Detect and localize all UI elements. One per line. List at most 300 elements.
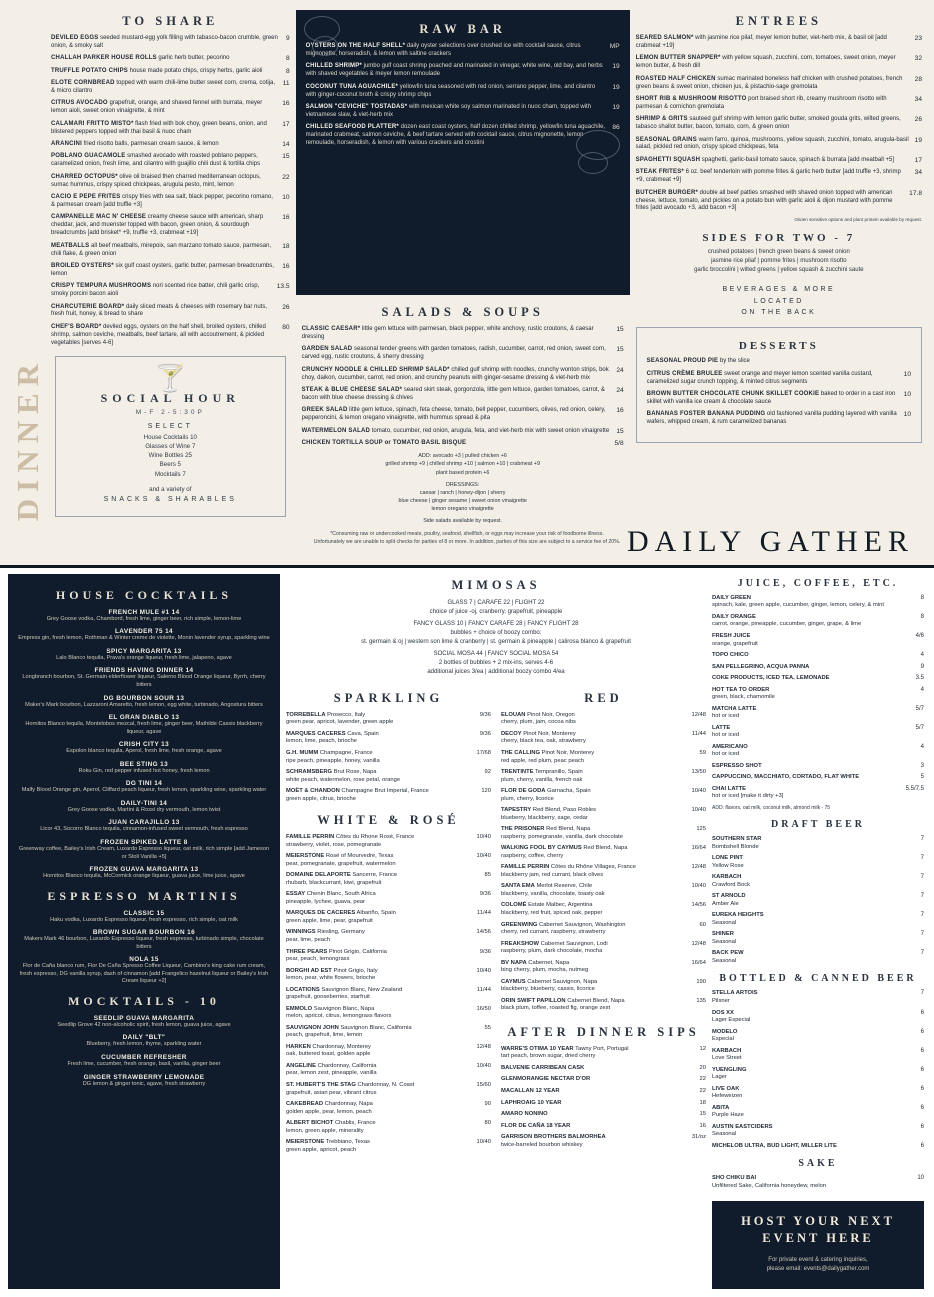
menu-item-name: CITRUS CRÈME BRULEE (646, 370, 723, 377)
wine-item (712, 633, 924, 648)
wine-item-name: MATCHA LATTE (712, 705, 757, 712)
beverages-note (636, 284, 922, 320)
cocktail-desc: Longbranch bourbon, St. Germain elderflower liqueur, Salerno Blood Orange liqueur, Byrrh, cherry bitters (22, 674, 266, 689)
menu-item-price: 17 (914, 156, 922, 164)
wine-item-name: DOS XX (712, 1009, 734, 1016)
wine-item-desc: cherry, plum, jam, cocoa nibs (501, 719, 576, 726)
sides-heading: SIDES FOR TWO - 7 (702, 231, 856, 244)
menu-item (636, 157, 922, 165)
wine-item (501, 979, 706, 994)
wine-item-region: Brut Rose, Napa (332, 769, 377, 776)
wine-item-name: STELLA ARTOIS (712, 990, 758, 997)
wine-item-region: Pinot Noir, Monterey (521, 730, 576, 737)
menu-item-desc: daily oyster selections over crushed ice with cocktail sauce, citrus mignonette, horseradish, & lemon with saltine crackers (305, 43, 581, 57)
wine-item-region: Trebbiano, Texas (324, 1139, 370, 1146)
menu-item-price: 19 (612, 63, 620, 71)
wine-item-desc: green, black, chamomile (712, 694, 775, 701)
wine-item-price: 6 (920, 1085, 924, 1092)
wine-item-region: Cabernet Sauvignon, Lodi (539, 940, 608, 947)
wine-item-name: THREE PEARS (286, 948, 328, 955)
wine-item-text (501, 1134, 606, 1149)
wine-item-name: EUREKA HEIGHTS (712, 912, 764, 919)
wine-item-text (286, 1044, 371, 1059)
wine-item-price: 16/50 (476, 1005, 491, 1012)
sparkling-heading: SPARKLING (333, 690, 444, 705)
menu-item-name: SALMON "CEVICHE" TOSTADAS* (305, 103, 408, 110)
wine-item-desc: melon, apricot, citrus, lemongrass flavors (286, 1013, 392, 1020)
wine-item-desc: Unfiltered Sake, California honeydew, melon (712, 1183, 827, 1189)
wine-item-text (712, 675, 830, 683)
menu-item (636, 96, 922, 112)
wine-item-region: Sauvignon Blanc, New Zealand (319, 986, 403, 993)
menu-item-price: 34 (914, 95, 922, 103)
wine-item (712, 744, 924, 759)
wine-item-name: TOPO CHICO (712, 652, 749, 659)
sides-block (636, 232, 922, 276)
wine-item-price: 9 (920, 663, 924, 670)
mimosas-line1: GLASS 7 | CARAFE 22 | FLIGHT 22 (447, 599, 545, 606)
cocktail-name: EL GRAN DIABLO 13 (108, 714, 180, 722)
wine-item-name: TORREBELLA (286, 711, 326, 718)
wine-item-text (501, 922, 626, 937)
wine-item-name: LAPHROAIG 10 YEAR (501, 1099, 562, 1106)
cocktail-item (18, 714, 270, 736)
wine-item-text (501, 864, 636, 879)
wine-item-desc: black plum, toffee, roasted fig, orange zest (501, 1005, 611, 1012)
to-share-list (51, 35, 290, 348)
event-box-line2[interactable]: please email: events@dailygather.com (766, 1266, 870, 1273)
menu-item-desc: seeded mustard-egg yolk filling with tabasco-bacon crumble, green onion, & smoky salt (51, 35, 278, 49)
wine-item-text (501, 902, 602, 917)
menu-item (51, 174, 290, 190)
menu-item (647, 358, 911, 366)
text-line: jasmine rice pilaf | pomme frites | mushroom risotto (711, 258, 847, 265)
menu-item (306, 84, 620, 100)
wine-item-name: AMARO NONINO (501, 1111, 548, 1118)
wine-item-price: 3 (920, 762, 924, 769)
menu-item (306, 124, 620, 148)
menu-item-price: 32 (914, 55, 922, 63)
wine-item-text (501, 1076, 590, 1084)
wine-item-name: YUENGLING (712, 1066, 747, 1073)
menu-item-text (302, 440, 467, 448)
menu-item-price: 19 (612, 103, 620, 111)
cocktail-desc: Fresh lime, cucumber, fresh orange, basil, vanilla, ginger beer (67, 1060, 221, 1067)
menu-item-text (51, 304, 276, 320)
social-hour-lines (62, 433, 279, 479)
wine-item-text (286, 1120, 376, 1135)
event-box-line1: For private event & catering inquiries, (768, 1256, 868, 1263)
wine-item-name: SHO CHIKU BAI (712, 1175, 757, 1182)
wine-item-price: 6 (920, 1066, 924, 1073)
wine-item-desc: blackberry, vanilla, chocolate, toasty oak (501, 890, 605, 897)
wine-item-text (712, 836, 762, 851)
cocktail-name: DAILY-TINI 14 (120, 799, 168, 807)
wine-item-desc: Crawford Bock (712, 881, 751, 888)
wine-item (712, 706, 924, 721)
menu-item-text (51, 243, 276, 259)
wine-item-text (712, 1105, 744, 1120)
wine-item-name: WALKING FOOL BY CAYMUS (501, 845, 582, 852)
menu-item-price: 10 (903, 411, 911, 419)
menu-item-desc: little gem lettuce with parmesan, black pepper, white anchovy, rustic croutons, & caesar dressing (301, 326, 594, 340)
sparkling-white-column (286, 683, 491, 1158)
menu-item-name: GARDEN SALAD (301, 346, 353, 353)
menu-item-price: 17 (282, 120, 290, 128)
bottled-canned-heading: BOTTLED & CANNED BEER (719, 973, 917, 985)
wine-item-name: BORGHI AD EST (286, 967, 332, 974)
menu-item-desc: crispy fries with sea salt, black pepper, pecorino romano, & parmesan cream [add truffle +3] (51, 194, 273, 208)
wine-item-desc: Bombshell Blonde (712, 843, 759, 850)
menu-item-desc: yellowfin tuna seasoned with red onion, serrano pepper, lime, and cilantro with ginger-coconut broth & crispy shrimp chips (305, 83, 596, 98)
menu-item-text (51, 194, 276, 210)
wine-item-text (501, 845, 628, 860)
wine-item-price: 135 (696, 997, 706, 1004)
raw-bar-panel (296, 10, 630, 295)
wine-item-desc: Seasonal (712, 919, 737, 926)
wine-item-text (712, 633, 758, 648)
cocktail-desc: Greenway coffee, Bailey's Irish Cream, Luxardo Espresso liqueur, oat milk, rich simple [add Jameson or Stoli Vanilla +5] (19, 845, 269, 860)
wine-item-price: 18 (699, 1099, 706, 1106)
wine-item-region: Cabernet Sauvignon, Napa (525, 978, 598, 985)
wine-item-desc: Lager (712, 1074, 727, 1081)
wine-item-name: CAKEBREAD (286, 1101, 324, 1108)
menu-item-name: CHEF'S BOARD* (51, 323, 102, 330)
mimosas-line5: st. germain & oj | western son lime & cranberry | st. germain & pineapple | calirosa blanco & grapefruit (361, 638, 631, 645)
wine-item-name: KARBACH (712, 1047, 742, 1054)
menu-item-text (636, 76, 909, 92)
menu-item-text (647, 371, 898, 387)
menu-item-text (306, 84, 607, 100)
to-share-heading: TO SHARE (122, 14, 219, 28)
menu-item (636, 76, 922, 92)
wine-item-text (286, 1025, 412, 1040)
cocktail-desc: Lalo Blanco tequila, Prava's orange liqueur, fresh lime, jalapeno, agave (56, 654, 232, 661)
wine-item-name: WINNINGS (286, 929, 316, 936)
wine-item-name: GREENWING (501, 921, 538, 928)
wine-item-name: MODELO (712, 1028, 738, 1035)
menu-item-text (51, 80, 277, 96)
menu-item (51, 55, 290, 63)
wine-item-desc: Seasonal (712, 1131, 737, 1138)
wine-item-text (286, 987, 402, 1002)
menu-item-price: 15 (616, 326, 624, 333)
wine-item-name: ALBERT BICHOT (286, 1120, 334, 1127)
wine-item-name: SHINER (712, 931, 734, 938)
menu-item (306, 63, 620, 79)
wine-item-region: Champagne Brut Imperial, France (339, 788, 429, 795)
wine-item-price: 190 (696, 978, 706, 985)
menu-item (636, 190, 922, 214)
menu-item-desc: double all beef patties smashed with shaved onion topped with american cheese, lettuce, tomato, and pickles on a potato bun with garlic aioli & dijon mustard with pomme frites [add avocado +3, add bacon +3] (635, 189, 893, 212)
cocktail-name: GINGER STRAWBERRY LEMONADE (83, 1073, 205, 1081)
menu-item-name: SEARED SALMON* (635, 35, 694, 41)
menu-item (51, 324, 290, 348)
red-heading: RED (584, 690, 623, 705)
cocktail-desc: Grey Goose vodka, Martini & Rossi dry vermouth, lemon twist (67, 806, 221, 813)
wine-item (501, 1111, 706, 1119)
wine-item-text (712, 855, 744, 870)
cocktail-item (18, 648, 270, 663)
menu-item-price: 34 (914, 169, 922, 177)
wine-item-name: LONE PINT (712, 855, 743, 862)
wine-item-region: Sauvignon Blanc, California (338, 1024, 412, 1031)
menu-item-text (306, 124, 607, 148)
juice-coffee-add-line: ADD: flavors, oat milk, coconut milk, almond milk - 75 (712, 805, 831, 811)
wine-item-name: ESSAY (286, 891, 306, 898)
wine-item-desc: blackberry, red fruit, spiced oak, pepper (501, 910, 603, 916)
oyster-icon (578, 152, 608, 174)
menu-item-text (636, 169, 909, 185)
wine-item-name: G.H. MUMM (286, 749, 319, 756)
wine-item-desc: Seasonal (712, 957, 737, 964)
menu-item-text (302, 407, 611, 423)
wine-item (712, 950, 924, 965)
wine-item-region: Red Blend, Napa (544, 826, 591, 833)
wine-item-price: 7 (920, 950, 924, 957)
wine-item-desc: grapefruit, gooseberries, starfruit (286, 994, 370, 1001)
menu-item-name: SPAGHETTI SQUASH (635, 156, 701, 163)
wine-item-desc: tart peach, brown sugar, dried cherry (501, 1053, 596, 1060)
menu-item-desc: all beef meatballs, mirepoix, san marzano tomato sauce, parmesan, chili flake, & green onion (51, 242, 272, 257)
menu-item-text (51, 174, 276, 190)
salads-add-line3: plant based protein +6 (435, 469, 490, 476)
cocktail-desc: Makers Mark 46 bourbon, Luxardo Espresso liqueur, fresh espresso, turbinado simple, chocolate bitters (24, 936, 264, 950)
wine-item-desc: raspberry, pomegranate, vanilla, dark chocolate (501, 833, 624, 840)
menu-item-desc: old fashioned vanilla pudding layered with vanilla wafers, whipped cream, & rum caramelized bananas (646, 411, 897, 426)
menu-item-name: ARANCINI (51, 141, 82, 148)
wine-item (286, 929, 491, 944)
menu-item-name: CLASSIC CAESAR* (301, 326, 361, 332)
wine-item-desc: hot or iced (712, 732, 740, 739)
menu-item-price: 16 (282, 214, 290, 222)
menu-item-name: CHILLED SEAFOOD PLATTER* (305, 124, 399, 131)
menu-item (51, 153, 290, 169)
cocktail-name: DAILY "BLT" (122, 1034, 166, 1042)
wine-item-text (712, 912, 764, 927)
cocktail-name: NOLA 15 (129, 956, 159, 964)
wine-item (712, 990, 924, 1005)
to-share-column (51, 10, 290, 525)
menu-item-price: 16 (282, 262, 290, 270)
wine-item-text (712, 595, 884, 610)
wine-item-desc: peach, grapefruit, lime, lemon (286, 1032, 363, 1039)
wine-item-price: 4 (920, 652, 924, 659)
wine-item (712, 874, 924, 889)
wine-item-price: 10/40 (691, 807, 706, 814)
menu-item-desc: sumac marinated boneless half chicken with crushed potatoes, french green beans & sweet onion, chicken jus, & pistachio-sage gremolata (635, 75, 903, 90)
wine-item (286, 987, 491, 1002)
salads-add-line2: grilled shrimp +9 | chilled shrimp +10 | salmon +10 | crabmeat +9 (385, 461, 540, 468)
wine-item-text (712, 664, 809, 672)
wine-item (286, 1006, 491, 1021)
wine-item-price: 120 (481, 788, 491, 795)
wine-item-name: DAILY ORANGE (712, 613, 756, 620)
wine-item-price: 15/60 (476, 1081, 491, 1088)
wine-item-desc: strawberry, violet, rose, pomegranate (286, 841, 382, 848)
event-inquiry-box[interactable] (712, 1201, 924, 1289)
menu-item-text (51, 324, 276, 348)
menu-item-desc: by the slice (718, 358, 750, 365)
wine-item (286, 1082, 491, 1097)
wine-item (286, 1063, 491, 1078)
menu-item-price: 10 (903, 370, 911, 378)
wine-item-price: 125 (696, 826, 706, 833)
wine-item (501, 922, 706, 937)
wine-item-text (712, 774, 859, 782)
menu-item-name: CACIO E PEPE FRITES (51, 194, 121, 201)
wine-item (501, 1088, 706, 1096)
wine-item-text (712, 1067, 746, 1082)
after-dinner-list (501, 1046, 706, 1149)
wine-item-name: LATTE (712, 724, 731, 731)
menu-item-text (51, 55, 229, 63)
wine-item (501, 1076, 706, 1084)
wine-item-desc: pear, lime, peach (286, 937, 331, 943)
wine-item-price: 12/48 (691, 940, 706, 947)
wine-item-region: Chablis, France (333, 1120, 376, 1127)
menu-item-text (302, 428, 610, 436)
wine-item (286, 910, 491, 925)
footnote-2: Unfortunately we are unable to split checks for parties of 8 or more. In addition, parties of this size are subject to a service fee of 20%. (313, 539, 621, 546)
wine-item-desc: hot or iced [make it dirty +3] (712, 793, 784, 800)
wine-item (286, 872, 491, 887)
mimosas-line7: 2 bottles of bubbles + 2 mix-ins, serves 4-6 (438, 659, 554, 666)
wine-item-price: 22 (699, 1087, 706, 1094)
menu-item-name: SEASONAL GRAINS (635, 136, 697, 143)
wine-item (286, 1025, 491, 1040)
menu-item-name: OYSTERS ON THE HALF SHELL* (305, 43, 406, 49)
wine-item-name: FREAKSHOW (501, 940, 539, 947)
menu-item-price: 86 (612, 124, 620, 132)
mimosas-line3: FANCY GLASS 10 | FANCY CARAFE 28 | FANCY FLIGHT 28 (413, 620, 579, 627)
cocktail-desc: Haku vodka, Luxardo Espresso liqueur, fresh espresso, rich simple, oat milk (50, 916, 238, 923)
wine-item-region: Estate Malbec, Argentina (526, 902, 593, 909)
cocktail-item (18, 1034, 270, 1049)
menu-item-price: 10 (903, 391, 911, 399)
wine-item-price: 5/7 (915, 705, 924, 712)
menu-item-price: 23 (914, 35, 922, 42)
wine-item-text (501, 883, 605, 898)
menu-item (306, 104, 620, 120)
wine-item-desc: spinach, kale, green apple, cucumber, ginger, lemon, celery, & mint (712, 602, 884, 609)
menu-item-price: 19 (914, 136, 922, 144)
menu-item-name: GREEK SALAD (301, 407, 348, 414)
menu-item-desc: house made potato chips, crispy herbs, garlic aioli (128, 67, 263, 74)
martini-icon: 🍸 (154, 362, 187, 393)
wine-item-name: FAMILLE PERRIN (501, 864, 550, 871)
menu-item (51, 263, 290, 279)
wine-item-text (712, 763, 762, 771)
menu-item (51, 35, 290, 51)
wine-item-desc: Lager Especial (712, 1017, 751, 1024)
wine-item-text (286, 750, 380, 765)
wine-item-name: COKE PRODUCTS, ICED TEA, LEMONADE (712, 675, 830, 682)
social-hour-box (55, 356, 286, 518)
mimosas-line6: SOCIAL MOSA 44 | FANCY SOCIAL MOSA 54 (433, 650, 559, 657)
menu-item-desc: warm farro, quinoa, mushrooms, yellow squash, zucchini, tomato, arugula-basil salad, pickled red onion, crispy spiced chickpeas, feta (635, 136, 909, 151)
menu-item-desc: sweet orange and meyer lemon scented vanilla custard, caramelized sugar crunch topping, & minted citrus segments (646, 370, 873, 385)
menu-item-name: BROWN BUTTER CHOCOLATE CHUNK SKILLET COOKIE (646, 391, 820, 398)
wine-item-name: GLENMORANGIE NECTAR D'OR (501, 1076, 591, 1083)
wine-item-price: 55 (484, 1024, 491, 1031)
cocktail-name: DG TINI 14 (125, 780, 163, 788)
menu-item (302, 367, 624, 383)
wine-item-price: 11/44 (476, 910, 491, 917)
espresso-martinis-heading: ESPRESSO MARTINIS (47, 888, 241, 903)
wine-item-text (712, 614, 861, 629)
menu-item (647, 411, 911, 427)
wine-item (712, 1143, 924, 1151)
wine-item-text (501, 769, 583, 784)
menu-item (302, 407, 624, 423)
wine-item-text (286, 712, 393, 727)
wine-item (286, 949, 491, 964)
menu-item-name: SEASONAL PROUD PIE (646, 358, 719, 365)
event-box-title: HOST YOUR NEXT EVENT HERE (741, 1213, 895, 1246)
menu-item-desc: seasonal tender greens with garden tomatoes, radish, cucumber, carrot, red onion, sweet corn, carved egg, rustic croutons, & sherry dressing (301, 346, 606, 361)
dressings-line: caesar | ranch | honey-dijon | sherry (419, 489, 506, 496)
salads-soups-block (296, 295, 630, 525)
wine-item-text (286, 853, 396, 868)
cocktail-desc: Hornitos Blanco tequila, Montelobos mezcal, fresh lime, ginger beer, Mathilde Cassis blackberry liqueur, agave (25, 721, 263, 735)
wine-item-name: LOCATIONS (286, 986, 320, 993)
menu-item-desc: jumbo gulf coast shrimp poached and marinated in vinegar, white wine, old bay, and herbs with shaved vegetables & meyer lemon remoulade (305, 63, 603, 78)
wine-item-desc: hot or iced (712, 751, 740, 758)
after-dinner-heading: AFTER DINNER SIPS (507, 1024, 700, 1039)
wine-item-desc: pear, pomegranate, grapefruit, watermelon (286, 860, 396, 867)
wine-item-text (501, 807, 596, 822)
wine-item-desc: green apple, lime, pear, grapefruit (286, 917, 373, 924)
mimosas-heading: MIMOSAS (451, 577, 541, 592)
wine-item-price: 7 (920, 990, 924, 997)
wine-item-desc: blackberry, blueberry, cassis, licorice (501, 986, 595, 993)
menu-item-name: WATERMELON SALAD (301, 427, 371, 434)
wine-item-text (712, 931, 736, 946)
wine-item-price: 10/40 (476, 1062, 491, 1069)
mimosas-block (286, 578, 706, 677)
wine-item-name: KARBACH (712, 874, 742, 881)
wine-item-text (712, 1010, 750, 1025)
wine-item (286, 731, 491, 746)
menu-item-text (51, 35, 280, 51)
wine-item-desc: red apple, red plum, peac peach (501, 757, 585, 764)
wine-item-price: 10/40 (476, 967, 491, 974)
wine-item-price: 7 (920, 912, 924, 919)
dinner-section (0, 0, 934, 568)
menu-item-desc: fried risotto balls, parmesan cream sauce, & lemon (81, 141, 219, 148)
wine-item-price: 6 (920, 1142, 924, 1149)
menu-item-name: TRUFFLE POTATO CHIPS (51, 67, 128, 74)
wine-item-name: MICHELOB ULTRA, BUD LIGHT, MILLER LITE (712, 1142, 837, 1149)
menu-item-text (302, 326, 611, 342)
wine-item-price: 17/68 (476, 749, 491, 756)
cocktail-desc: DG lemon & ginger tonic, agave, fresh strawberry (82, 1080, 206, 1087)
menu-item-price: 10 (282, 194, 290, 202)
menu-item-price: 24 (616, 366, 624, 374)
wine-item (712, 774, 924, 782)
wine-item-desc: Love Street (712, 1055, 742, 1062)
menu-item-name: BUTCHER BURGER* (635, 189, 699, 196)
wine-item-text (286, 788, 429, 803)
wine-item-region: Red Blend, Paso Robles (531, 807, 597, 814)
menu-item-name: BROILED OYSTERS* (51, 262, 114, 269)
beverages-column (712, 574, 924, 1289)
wine-item (712, 595, 924, 610)
wine-item-text (712, 1086, 742, 1101)
wine-item-price: 9/36 (479, 891, 491, 898)
rawbar-salads-column (296, 10, 630, 525)
